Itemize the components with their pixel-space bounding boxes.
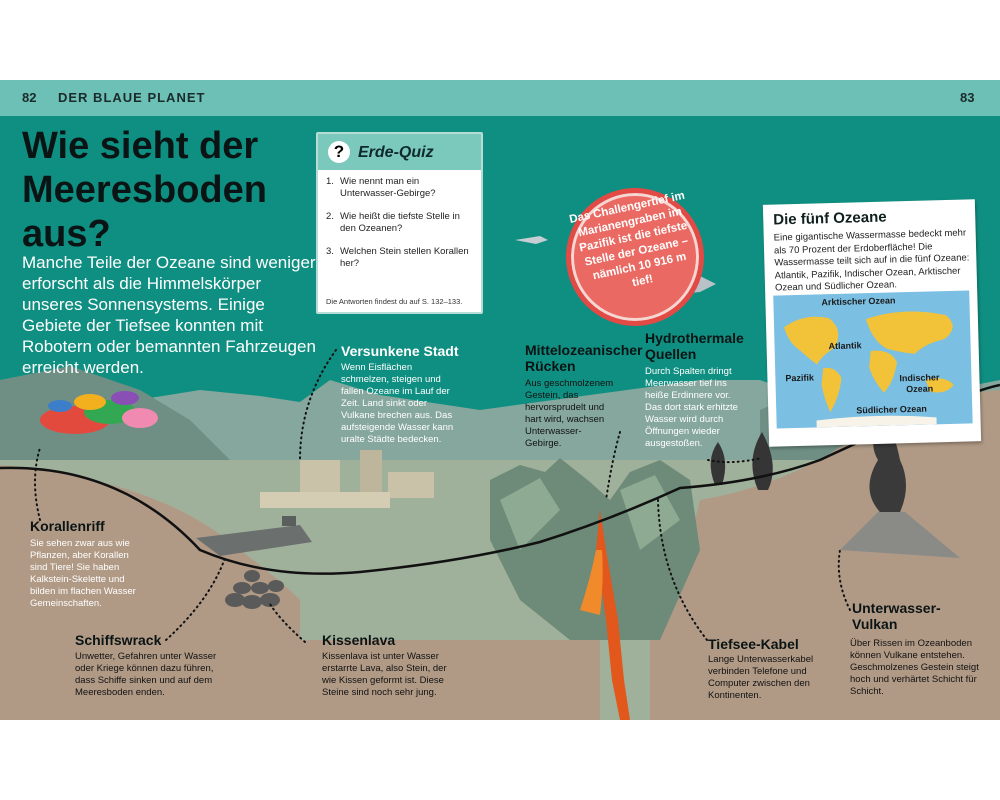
callout-ridge-text: Aus geschmolzenem Gestein, das hervorsprudelt und hart wird, wachsen Unterwasser-Gebirge. bbox=[525, 378, 614, 449]
small-shark bbox=[515, 236, 548, 244]
map-label-atlantic: Atlantik bbox=[828, 340, 862, 352]
world-map bbox=[773, 290, 972, 428]
city-tower bbox=[360, 450, 382, 496]
map-label-indian: Indischer Ozean bbox=[899, 372, 940, 395]
book-spread bbox=[0, 80, 1000, 720]
intro-text: Manche Teile der Ozeane sind weniger erforscht als die Himmelskörper unseres Sonnensystems. Einige Gebiete der Tiefsee konnten mit Robotern oder bemannten Fahrzeugen erreicht werden. bbox=[22, 253, 316, 377]
page-number-left: 82 bbox=[22, 90, 37, 105]
quiz-header bbox=[318, 134, 481, 170]
callout-wreck-title: Schiffswrack bbox=[75, 632, 162, 648]
city-block bbox=[388, 472, 434, 498]
page-title: Wie sieht der Meeresboden aus? bbox=[22, 125, 267, 255]
quiz-question: 2. Wie heißt die tiefste Stelle in den Ozeanen? bbox=[326, 211, 460, 234]
callout-cable-text: Lange Unterwasserkabel verbinden Telefone und Computer zwischen den Kontinenten. bbox=[708, 654, 814, 701]
quiz-question: 1. Wie nennt man ein Unterwasser-Gebirge? bbox=[326, 176, 436, 199]
oceans-text: Eine gigantische Wassermasse bedeckt mehr als 70 Prozent der Erdoberfläche! Die Wassermasse teilt sich auf in die fünf Ozeane: Atlantik, Pazifik, Indischer Ozean, Arktischer Ozean und Südlicher Ozean. bbox=[773, 227, 970, 294]
callout-volcano-title: Unterwasser-Vulkan bbox=[852, 600, 941, 632]
map-label-pacific: Pazifik bbox=[785, 372, 815, 384]
quiz-title: Erde-Quiz bbox=[358, 144, 434, 161]
callout-ridge-title: Mittelozeanischer Rücken bbox=[525, 342, 643, 374]
callout-reef-title: Korallenriff bbox=[30, 518, 105, 534]
map-label-arctic: Arktischer Ozean bbox=[821, 295, 896, 308]
callout-city-title: Versunkene Stadt bbox=[341, 343, 459, 359]
callout-vents-text: Durch Spalten dringt Meerwasser tief ins heiße Erdinnere vor. Das dort stark erhitzte Wasser wird durch Öffnungen wieder ausgestoßen. bbox=[645, 366, 738, 449]
callout-lava-text: Kissenlava ist unter Wasser erstarrte Lava, also Stein, der wie Kissen geformt ist. Diese Steine sind noch sehr jung. bbox=[322, 651, 447, 698]
callout-volcano-text: Über Rissen im Ozeanboden können Vulkane entstehen. Geschmolzenes Gestein steigt hoch und verhärtet Schicht für Schicht. bbox=[850, 638, 979, 697]
quiz-question: 3. Welchen Stein stellen Korallen her? bbox=[326, 246, 469, 269]
quiz-footer: Die Antworten findest du auf S. 132–133. bbox=[326, 297, 463, 306]
oceans-title: Die fünf Ozeane bbox=[773, 208, 887, 229]
callout-lava-title: Kissenlava bbox=[322, 632, 396, 648]
callout-reef-text: Sie sehen zwar aus wie Pflanzen, aber Korallen sind Tiere! Sie haben Kalkstein-Skelette und bilden im flachen Wasser Gemeinschaften. bbox=[30, 538, 136, 609]
callout-wreck-text: Unwetter, Gefahren unter Wasser oder Kriege können dazu führen, dass Schiffe sinken und auf dem Meeresboden enden. bbox=[75, 651, 217, 698]
city-building bbox=[300, 460, 340, 494]
page-number-right: 83 bbox=[960, 90, 975, 105]
map-label-southern: Südlicher Ozean bbox=[856, 403, 927, 416]
oceans-note bbox=[763, 199, 981, 446]
question-mark-icon: ? bbox=[328, 141, 350, 163]
quiz-box bbox=[316, 132, 483, 314]
callout-vents-title: Hydrothermale Quellen bbox=[645, 330, 744, 362]
shipwreck-tower bbox=[282, 516, 296, 526]
callout-cable-title: Tiefsee-Kabel bbox=[708, 636, 799, 652]
chapter-title: DER BLAUE PLANET bbox=[58, 90, 206, 105]
quiz-questions bbox=[326, 176, 474, 281]
callout-city-text: Wenn Eisflächen schmelzen, steigen und fallen Ozeane im Lauf der Zeit. Land sinkt oder Vulkane brechen aus. Das aufsteigende Wasser kann uralte Städte bedecken. bbox=[341, 362, 454, 445]
city-wall bbox=[260, 492, 390, 508]
fact-stamp-text: Das Challengertief im Marianengraben im Pazifik ist die tiefste Stelle der Ozeane – nämlich 10 916 m tief! bbox=[568, 189, 690, 290]
